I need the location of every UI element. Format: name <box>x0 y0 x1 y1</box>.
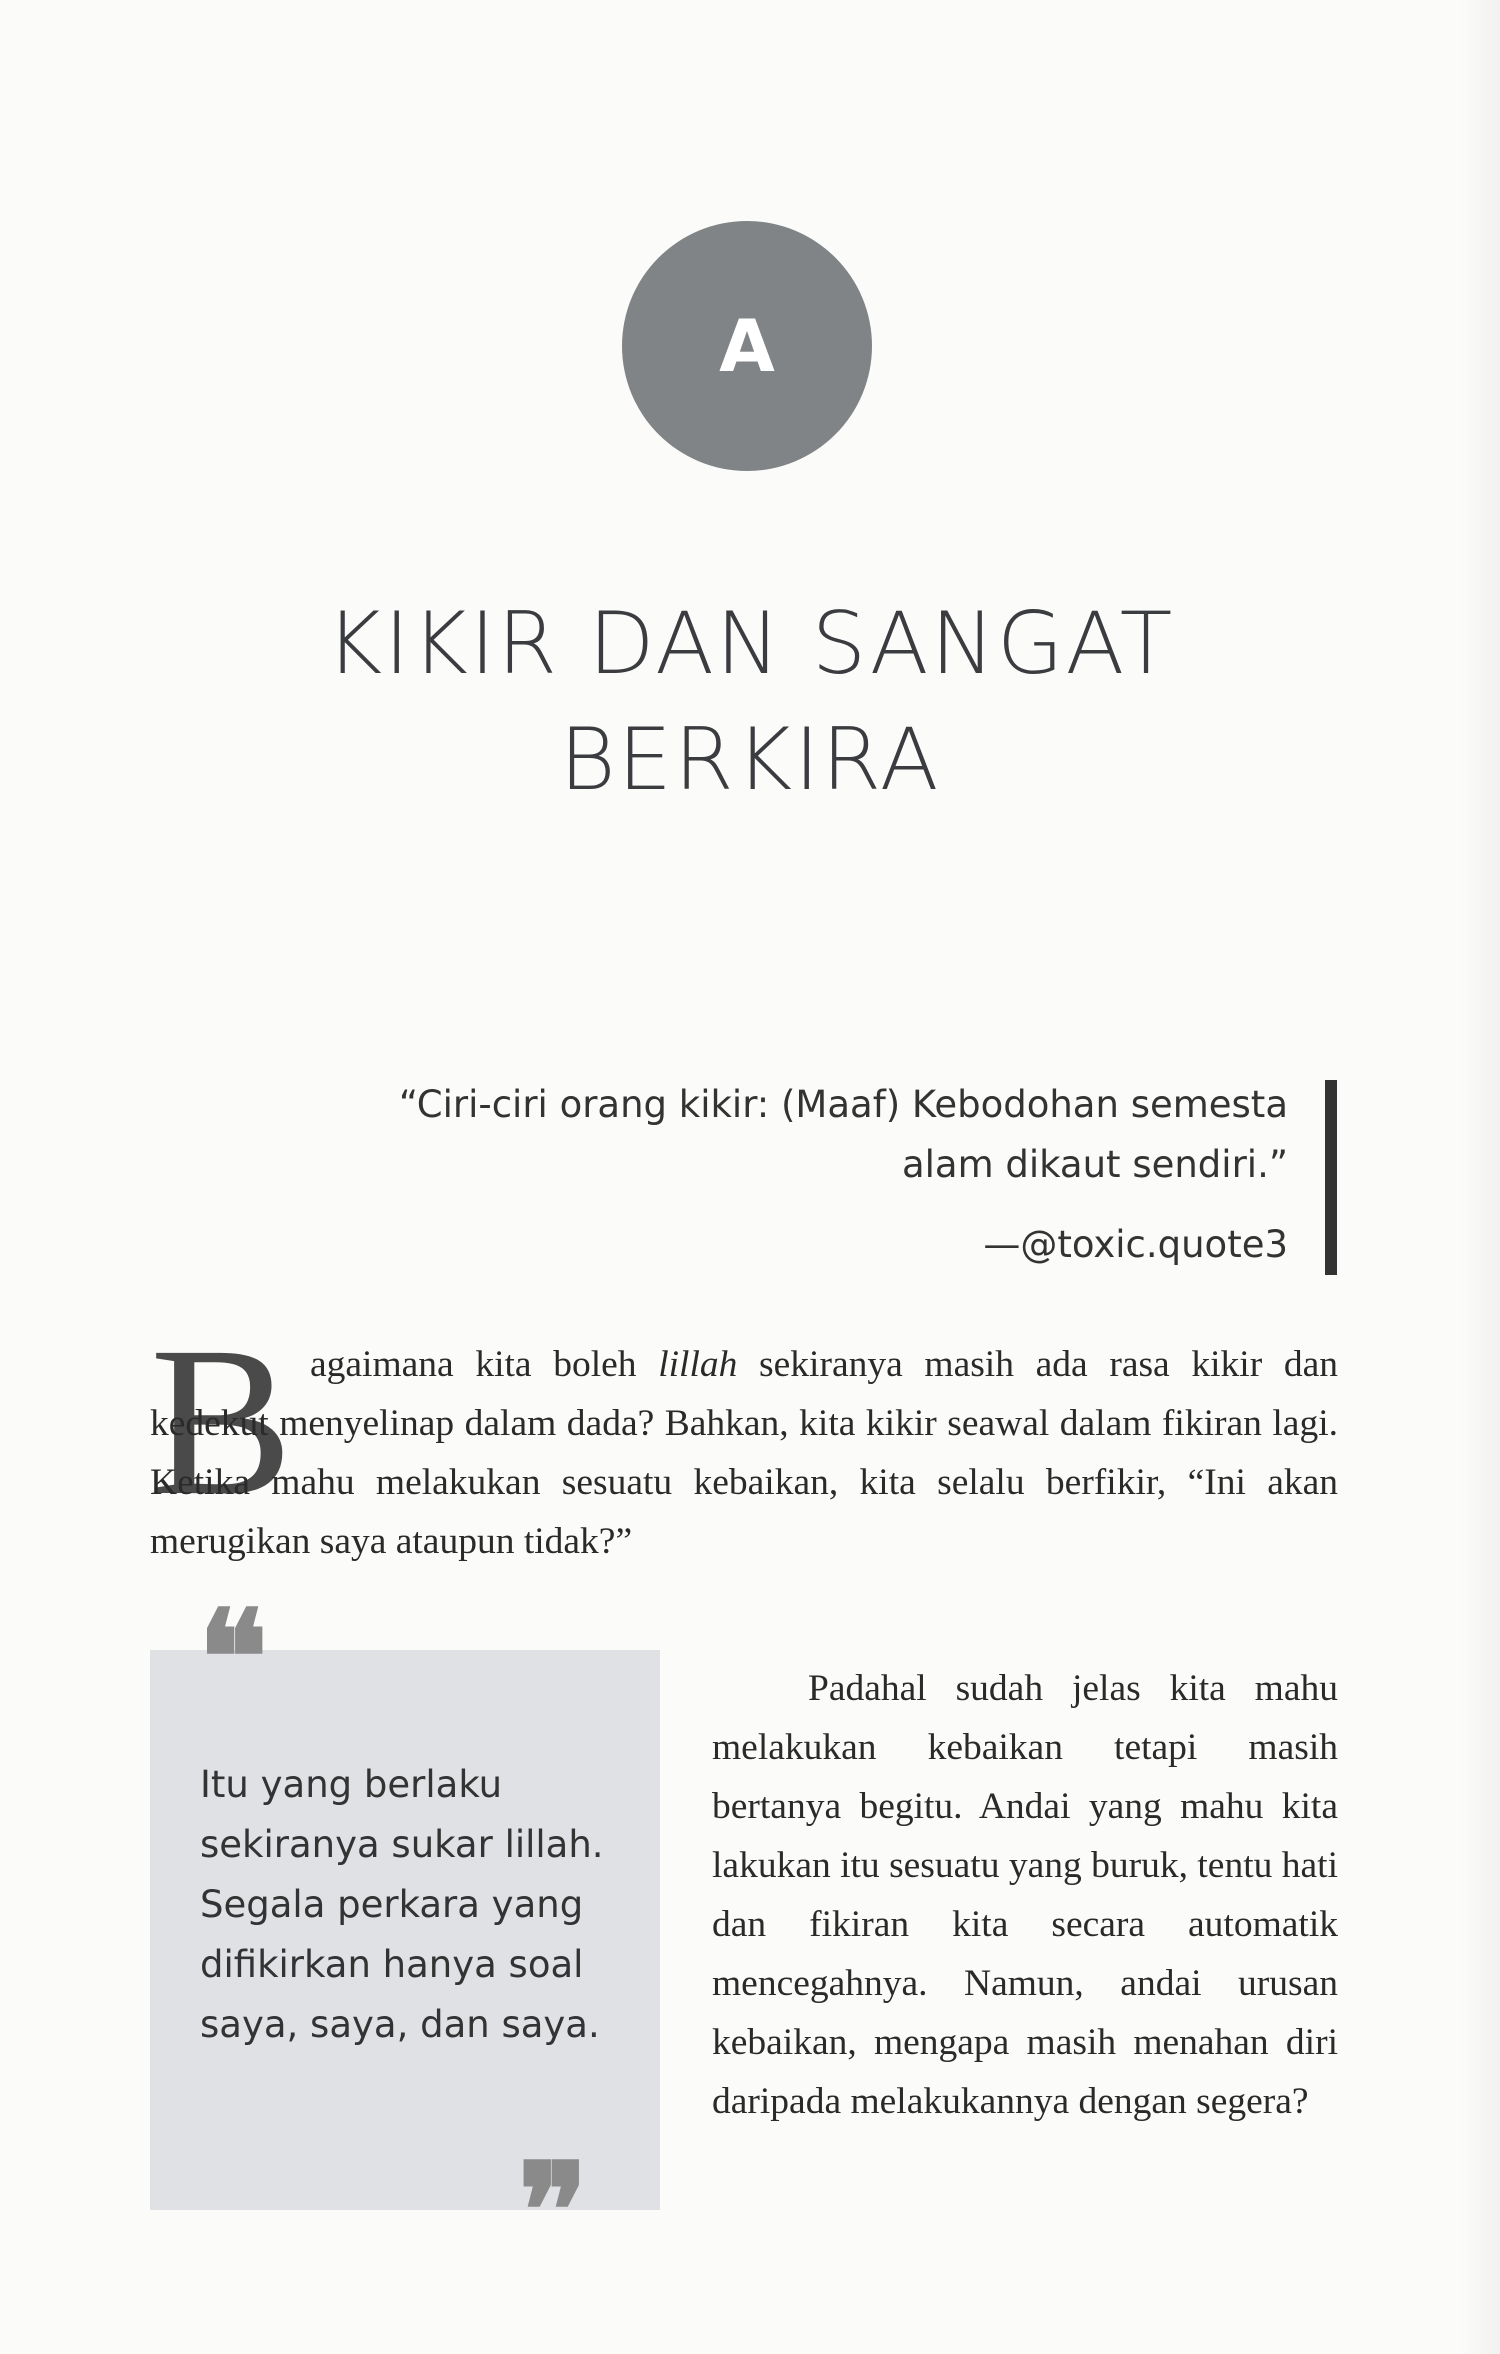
body-paragraph-1-start: agaimana kita boleh <box>310 1344 659 1385</box>
epigraph-author: —@toxic.quote3 <box>983 1223 1288 1266</box>
body-paragraph-1-rest: sekiranya masih ada rasa kikir dan kedekut menyelinap dalam dada? Bahkan, kita kikir seawal dalam fikiran lagi. Ketika mahu melakukan sesuatu kebaikan, kita selalu berfikir, “Ini akan merugikan saya ataupun tidak?” <box>150 1344 1338 1562</box>
chapter-letter: A <box>719 304 775 388</box>
epigraph-bar <box>1325 1080 1337 1275</box>
open-quote-icon: ❝ <box>198 1588 268 1732</box>
close-quote-icon: ❞ <box>518 2141 588 2285</box>
page-edge <box>1460 0 1500 2354</box>
chapter-title-line-2: BERKIRA <box>559 710 941 810</box>
body-paragraph-1-italic: lillah <box>658 1344 738 1385</box>
callout-text: Itu yang berlaku sekiranya sukar lillah. Segala perkara yang difikirkan hanya soal saya, saya, dan saya. <box>200 1763 604 2046</box>
drop-cap: B <box>150 1303 293 1540</box>
epigraph <box>180 1075 1288 1275</box>
chapter-title-line-1: KIKIR DAN SANGAT <box>325 594 1175 694</box>
body-paragraph-1 <box>150 1335 1338 1571</box>
body-paragraph-2: Padahal sudah jelas kita mahu melakukan kebaikan tetapi masih bertanya begitu. Andai yang mahu kita lakukan itu sesuatu yang buruk, tentu hati dan fikiran kita secara automatik mencegahnya. Namun, andai urusan kebaikan, mengapa masih menahan diri daripada melakukannya dengan segera? <box>712 1668 1338 2122</box>
epigraph-line-2: alam dikaut sendiri.” <box>901 1143 1288 1186</box>
chapter-title <box>150 586 1350 818</box>
epigraph-line-1: “Ciri-ciri orang kikir: (Maaf) Kebodohan semesta <box>398 1083 1288 1126</box>
chapter-badge <box>622 221 872 471</box>
